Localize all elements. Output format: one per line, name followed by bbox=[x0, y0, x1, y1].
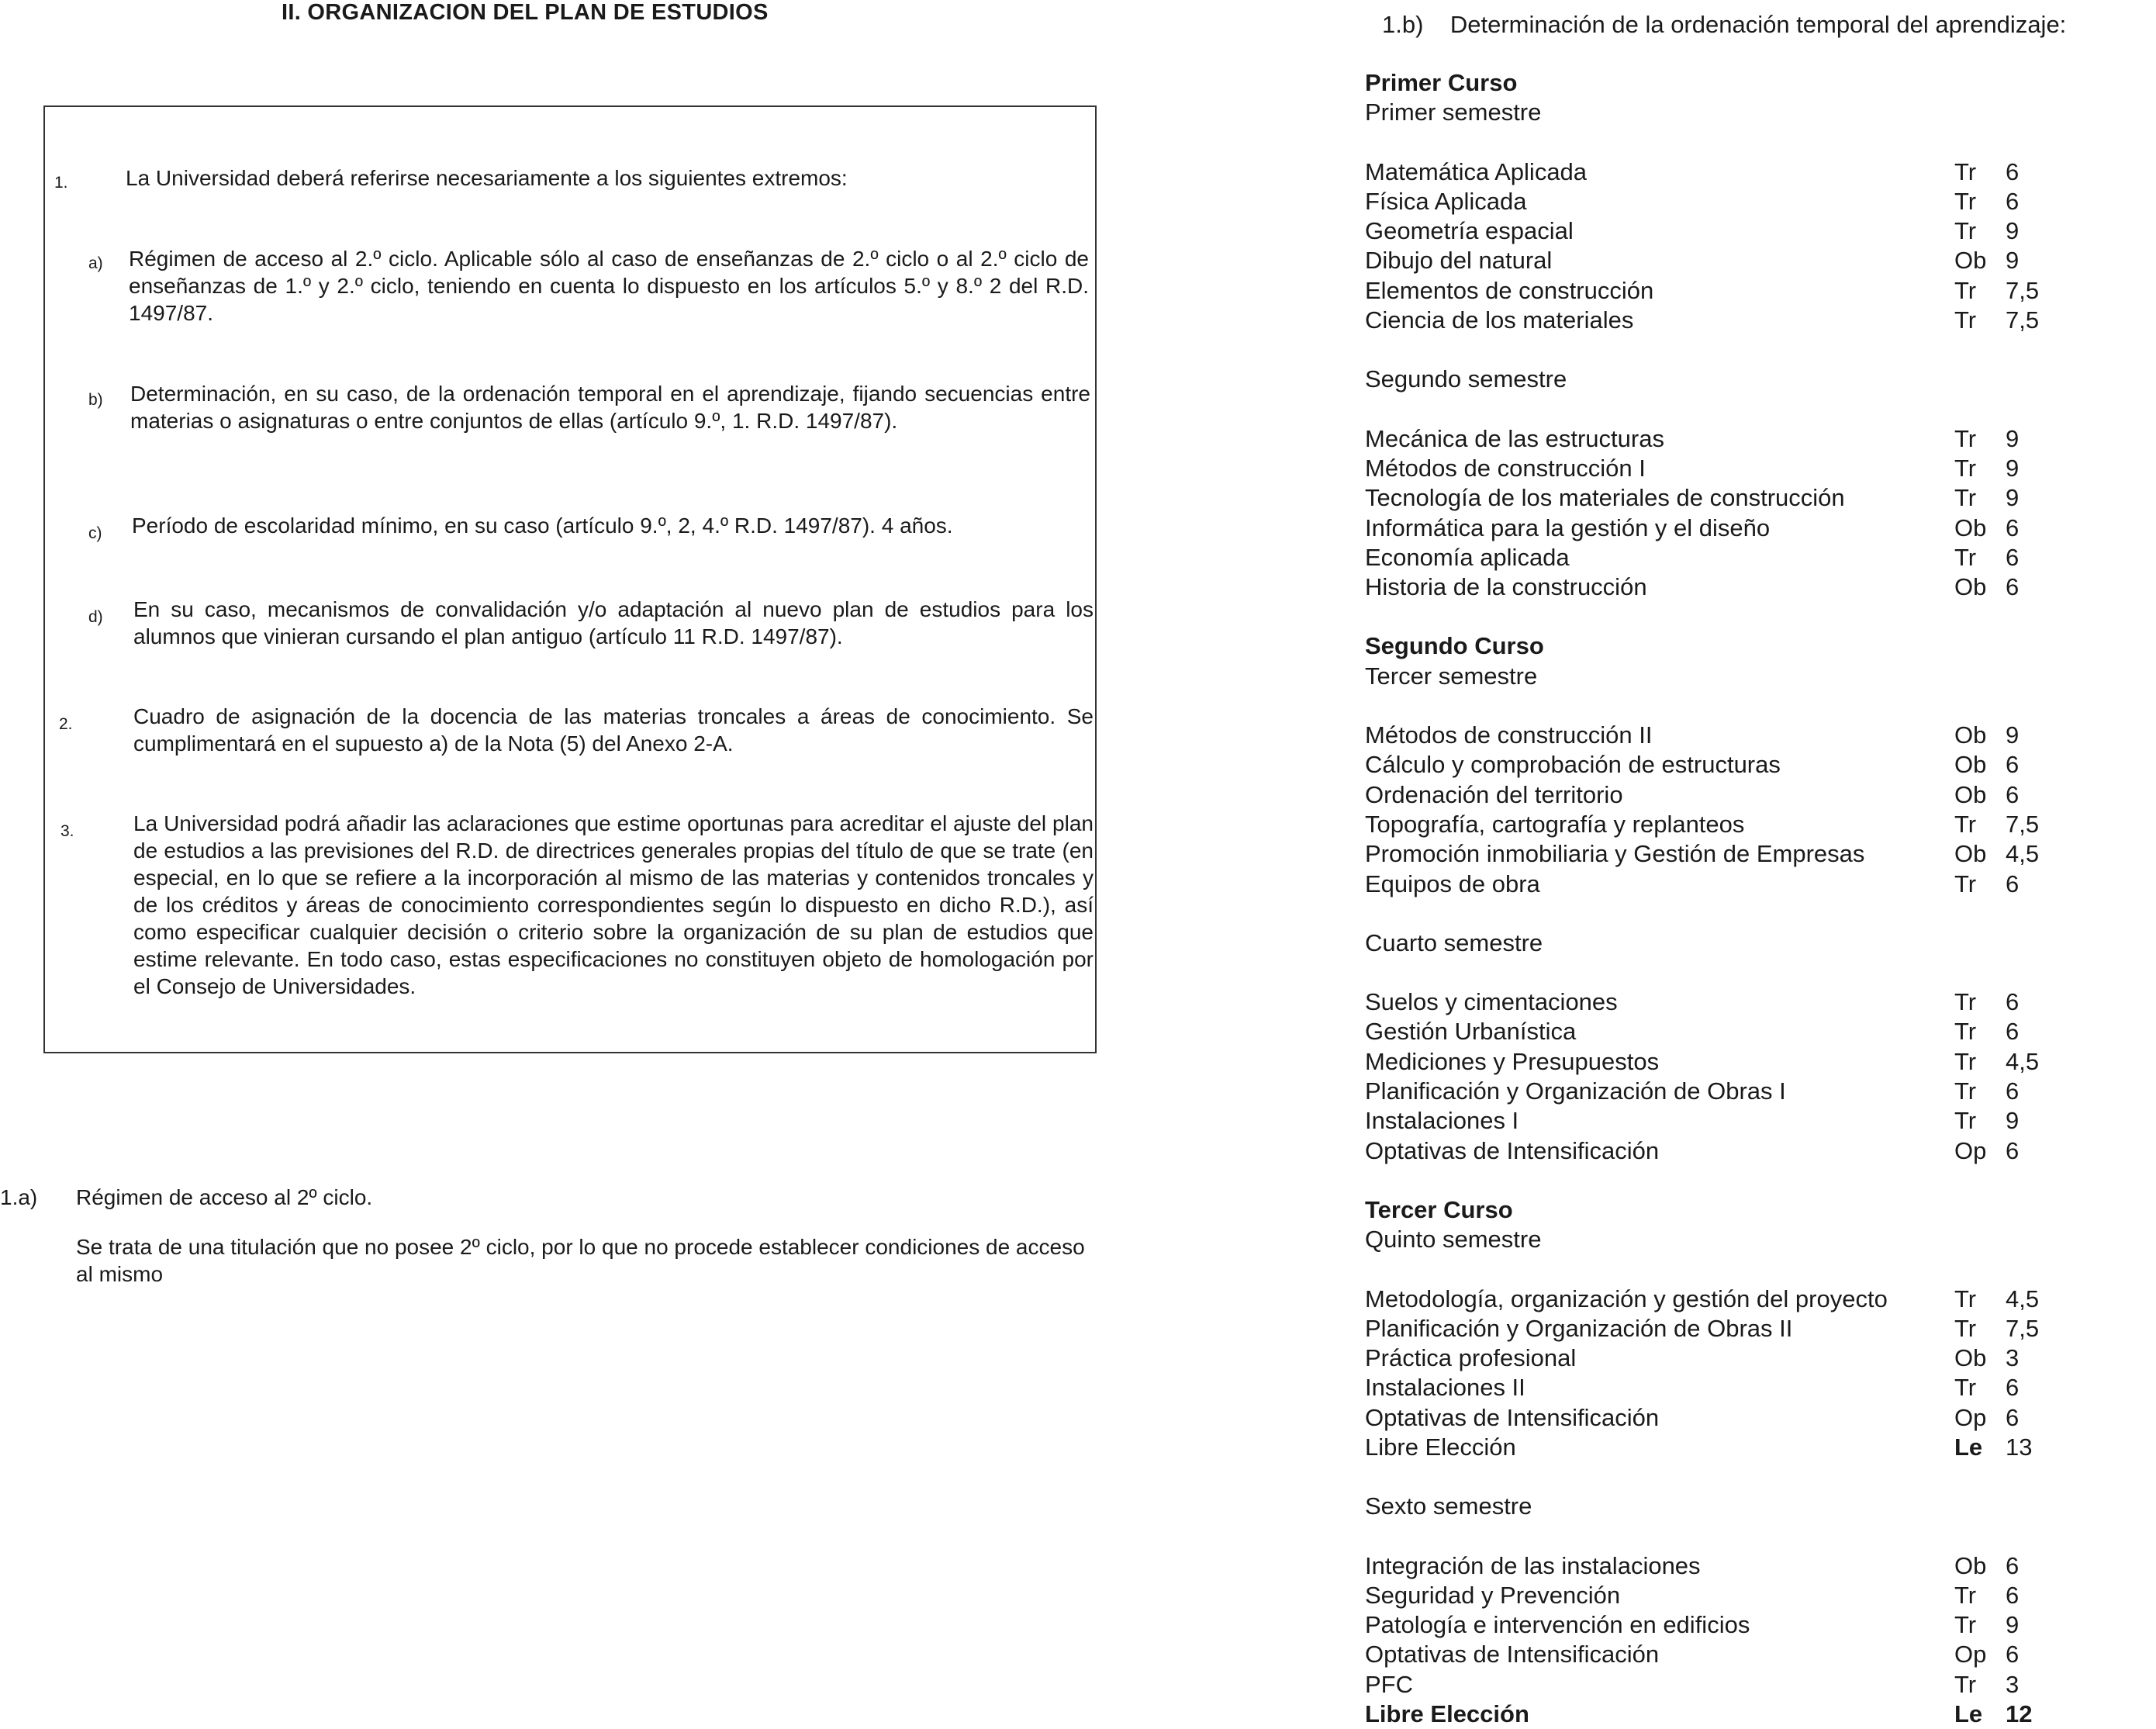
subject-name: Cálculo y comprobación de estructuras bbox=[1365, 751, 1781, 779]
subject-type: Tr bbox=[1954, 217, 1977, 245]
subject-row bbox=[1365, 1581, 2140, 1610]
subject-credits: 9 bbox=[2006, 247, 2020, 275]
subject-credits: 7,5 bbox=[2006, 276, 2040, 304]
subject-row bbox=[1365, 157, 2140, 187]
subject-credits: 6 bbox=[2006, 157, 2020, 185]
course-plan bbox=[1365, 68, 2140, 1729]
subject-row bbox=[1365, 306, 2140, 335]
subject-row bbox=[1365, 1136, 2140, 1166]
semester-heading: Tercer semestre bbox=[1365, 662, 1538, 690]
subject-row bbox=[1365, 1106, 2140, 1136]
subject-type: Tr bbox=[1954, 187, 1977, 215]
subject-type: Le bbox=[1954, 1433, 1983, 1461]
subject-type: Tr bbox=[1954, 1314, 1977, 1342]
course-heading: Primer Curso bbox=[1365, 69, 1518, 96]
subject-row bbox=[1365, 1640, 2140, 1669]
subject-row bbox=[1365, 187, 2140, 216]
subject-row bbox=[1365, 1403, 2140, 1433]
subject-name: Instalaciones I bbox=[1365, 1107, 1519, 1135]
sub-c-label: c) bbox=[88, 524, 102, 542]
subject-type: Tr bbox=[1954, 276, 1977, 304]
subject-type: Op bbox=[1954, 1403, 1987, 1431]
sub-c-text: Período de escolaridad mínimo, en su caso (artículo 9.º, 2, 4.º R.D. 1497/87). 4 años. bbox=[132, 514, 953, 538]
subject-name: Promoción inmobiliaria y Gestión de Empresas bbox=[1365, 840, 1865, 868]
spacer bbox=[1365, 1522, 2140, 1551]
subject-name: Seguridad y Prevención bbox=[1365, 1581, 1621, 1609]
subject-credits: 6 bbox=[2006, 514, 2020, 541]
subject-name: Práctica profesional bbox=[1365, 1344, 1577, 1372]
subject-credits: 6 bbox=[2006, 1077, 2020, 1105]
subject-row bbox=[1365, 454, 2140, 483]
subject-type: Tr bbox=[1954, 870, 1977, 897]
sub-a-label: a) bbox=[88, 254, 103, 272]
subject-name: Mecánica de las estructuras bbox=[1365, 424, 1664, 452]
spacer bbox=[1365, 395, 2140, 424]
subject-credits: 3 bbox=[2006, 1344, 2020, 1372]
subject-type: Op bbox=[1954, 1136, 1987, 1164]
subject-credits: 6 bbox=[2006, 1374, 2020, 1402]
subject-credits: 9 bbox=[2006, 424, 2020, 452]
subject-row bbox=[1365, 721, 2140, 750]
item-2-text: Cuadro de asignación de la docencia de las materias troncales a áreas de conocimiento. Se cumplimentará en el supuesto a) de la Nota (5) del Anexo 2-A. bbox=[133, 704, 1094, 756]
subject-name: Gestión Urbanística bbox=[1365, 1018, 1577, 1046]
subject-credits: 9 bbox=[2006, 454, 2020, 482]
subject-type: Tr bbox=[1954, 1285, 1977, 1312]
subject-name: Metodología, organización y gestión del proyecto bbox=[1365, 1285, 1888, 1312]
subject-type: Ob bbox=[1954, 1551, 1987, 1579]
subject-name: Optativas de Intensificación bbox=[1365, 1403, 1660, 1431]
subject-credits: 6 bbox=[2006, 543, 2020, 571]
course-heading: Segundo Curso bbox=[1365, 632, 1544, 660]
subject-credits: 6 bbox=[2006, 1641, 2020, 1668]
subject-name: Instalaciones II bbox=[1365, 1374, 1525, 1402]
subject-credits: 9 bbox=[2006, 1611, 2020, 1639]
subject-row bbox=[1365, 1610, 2140, 1640]
subject-row bbox=[1365, 1551, 2140, 1581]
subject-credits: 6 bbox=[2006, 1581, 2020, 1609]
subject-credits: 6 bbox=[2006, 573, 2020, 601]
subject-credits: 12 bbox=[2006, 1700, 2033, 1728]
subject-type: Tr bbox=[1954, 1611, 1977, 1639]
subject-type: Ob bbox=[1954, 840, 1987, 868]
subject-name: Métodos de construcción I bbox=[1365, 454, 1646, 482]
subject-type: Tr bbox=[1954, 424, 1977, 452]
subject-row bbox=[1365, 1017, 2140, 1046]
subject-credits: 4,5 bbox=[2006, 840, 2040, 868]
subject-row bbox=[1365, 543, 2140, 572]
subject-row bbox=[1365, 1700, 2140, 1729]
subject-type: Tr bbox=[1954, 306, 1977, 334]
subject-type: Ob bbox=[1954, 573, 1987, 601]
page-title: II. ORGANIZACION DEL PLAN DE ESTUDIOS bbox=[282, 0, 769, 25]
subject-row bbox=[1365, 216, 2140, 246]
spacer bbox=[1365, 899, 2140, 928]
subject-row bbox=[1365, 276, 2140, 306]
subject-row bbox=[1365, 1314, 2140, 1343]
subject-type: Tr bbox=[1954, 988, 1977, 1016]
section-1a-label: 1.a) bbox=[0, 1185, 38, 1209]
subject-name: Física Aplicada bbox=[1365, 187, 1527, 215]
subject-row bbox=[1365, 810, 2140, 839]
subject-credits: 9 bbox=[2006, 1107, 2020, 1135]
subject-name: Mediciones y Presupuestos bbox=[1365, 1047, 1660, 1075]
semester-heading: Sexto semestre bbox=[1365, 1492, 1532, 1520]
subject-name: PFC bbox=[1365, 1670, 1413, 1698]
subject-credits: 7,5 bbox=[2006, 306, 2040, 334]
subject-name: Matemática Aplicada bbox=[1365, 157, 1588, 185]
subject-credits: 9 bbox=[2006, 484, 2020, 512]
item-number-2: 2. bbox=[59, 715, 73, 733]
subject-type: Tr bbox=[1954, 1670, 1977, 1698]
section-1a-text: Se trata de una titulación que no posee 2º ciclo, por lo que no procede establecer condiciones de acceso al mismo bbox=[76, 1235, 1085, 1286]
subject-row bbox=[1365, 1433, 2140, 1462]
subject-credits: 4,5 bbox=[2006, 1285, 2040, 1312]
subject-credits: 6 bbox=[2006, 1403, 2020, 1431]
subject-row bbox=[1365, 1285, 2140, 1314]
subject-name: Tecnología de los materiales de construcción bbox=[1365, 484, 1845, 512]
subject-type: Ob bbox=[1954, 1344, 1987, 1372]
section-1b-title: Determinación de la ordenación temporal del aprendizaje: bbox=[1449, 11, 2067, 38]
item-1-text: La Universidad deberá referirse necesariamente a los siguientes extremos: bbox=[126, 166, 848, 190]
spacer bbox=[1365, 1255, 2140, 1285]
sub-d-text: En su caso, mecanismos de convalidación y/o adaptación al nuevo plan de estudios para los alumnos que vinieran cursando el plan antiguo (artículo 11 R.D. 1497/87). bbox=[133, 597, 1094, 648]
subject-type: Tr bbox=[1954, 1077, 1977, 1105]
subject-name: Métodos de construcción II bbox=[1365, 721, 1653, 749]
semester-heading: Quinto semestre bbox=[1365, 1226, 1542, 1254]
subject-type: Tr bbox=[1954, 484, 1977, 512]
subject-row bbox=[1365, 750, 2140, 780]
subject-name: Equipos de obra bbox=[1365, 870, 1540, 897]
subject-name: Dibujo del natural bbox=[1365, 247, 1553, 275]
subject-credits: 9 bbox=[2006, 721, 2020, 749]
subject-row bbox=[1365, 1077, 2140, 1106]
subject-name: Ciencia de los materiales bbox=[1365, 306, 1634, 334]
section-1b-label: 1.b) bbox=[1382, 11, 1424, 38]
subject-name: Libre Elección bbox=[1365, 1433, 1516, 1461]
subject-row bbox=[1365, 424, 2140, 454]
subject-type: Ob bbox=[1954, 780, 1987, 808]
subject-type: Tr bbox=[1954, 1374, 1977, 1402]
instructions-box bbox=[43, 105, 1097, 1053]
subject-credits: 6 bbox=[2006, 187, 2020, 215]
subject-row bbox=[1365, 987, 2140, 1017]
subject-credits: 7,5 bbox=[2006, 1314, 2040, 1342]
subject-name: Informática para la gestión y el diseño bbox=[1365, 514, 1771, 541]
spacer bbox=[1365, 691, 2140, 721]
subject-credits: 6 bbox=[2006, 1018, 2020, 1046]
subject-credits: 6 bbox=[2006, 988, 2020, 1016]
subject-credits: 6 bbox=[2006, 751, 2020, 779]
subject-credits: 6 bbox=[2006, 1551, 2020, 1579]
course-heading: Tercer Curso bbox=[1365, 1195, 1513, 1223]
subject-row bbox=[1365, 514, 2140, 543]
sub-b-label: b) bbox=[88, 391, 103, 409]
subject-credits: 3 bbox=[2006, 1670, 2020, 1698]
subject-credits: 6 bbox=[2006, 780, 2020, 808]
item-number-3: 3. bbox=[60, 822, 74, 840]
spacer bbox=[1365, 1462, 2140, 1492]
subject-row bbox=[1365, 839, 2140, 869]
subject-name: Historia de la construcción bbox=[1365, 573, 1647, 601]
subject-type: Ob bbox=[1954, 751, 1987, 779]
subject-row bbox=[1365, 780, 2140, 810]
subject-type: Tr bbox=[1954, 157, 1977, 185]
subject-name: Suelos y cimentaciones bbox=[1365, 988, 1618, 1016]
subject-type: Ob bbox=[1954, 721, 1987, 749]
sub-b-text: Determinación, en su caso, de la ordenación temporal en el aprendizaje, fijando secuencias entre materias o asignaturas o entre conjuntos de ellas (artículo 9.º, 1. R.D. 1497/87). bbox=[130, 382, 1090, 433]
subject-credits: 6 bbox=[2006, 870, 2020, 897]
subject-row bbox=[1365, 1670, 2140, 1700]
subject-type: Le bbox=[1954, 1700, 1983, 1728]
spacer bbox=[1365, 602, 2140, 631]
subject-name: Elementos de construcción bbox=[1365, 276, 1654, 304]
subject-name: Economía aplicada bbox=[1365, 543, 1570, 571]
subject-type: Tr bbox=[1954, 1018, 1977, 1046]
sub-a-text: Régimen de acceso al 2.º ciclo. Aplicable sólo al caso de enseñanzas de 2.º ciclo o al 2.º ciclo de enseñanzas de 1.º y 2.º ciclo, teniendo en cuenta lo dispuesto en los artículos 5.º y 8.º 2 del R.D. 1497/87. bbox=[129, 247, 1089, 325]
subject-type: Tr bbox=[1954, 454, 1977, 482]
item-3-text: La Universidad podrá añadir las aclaraciones que estime oportunas para acreditar el ajuste del plan de estudios a las previsiones del R.D. de directrices generales propias del título de que se trate (en especial, en lo que se refiere a la incorporación al mismo de las materias y contenidos troncales y de los créditos y áreas de conocimiento correspondientes según lo dispuesto en dicho R.D.), así como especificar cualquier decisión o criterio sobre la organización de su plan de estudios que estime relevante. En todo caso, estas especificaciones no constituyen objeto de homologación por el Consejo de Universidades. bbox=[133, 811, 1094, 998]
semester-heading: Segundo semestre bbox=[1365, 365, 1567, 393]
section-1a-heading: Régimen de acceso al 2º ciclo. bbox=[76, 1185, 373, 1209]
spacer bbox=[1365, 958, 2140, 987]
subject-row bbox=[1365, 572, 2140, 602]
semester-heading: Primer semestre bbox=[1365, 99, 1542, 126]
subject-name: Ordenación del territorio bbox=[1365, 780, 1623, 808]
subject-row bbox=[1365, 870, 2140, 899]
spacer bbox=[1365, 128, 2140, 157]
subject-name: Optativas de Intensificación bbox=[1365, 1136, 1660, 1164]
subject-type: Op bbox=[1954, 1641, 1987, 1668]
spacer bbox=[1365, 1166, 2140, 1195]
subject-type: Tr bbox=[1954, 543, 1977, 571]
subject-name: Topografía, cartografía y replanteos bbox=[1365, 810, 1745, 838]
subject-name: Optativas de Intensificación bbox=[1365, 1641, 1660, 1668]
item-number-1: 1. bbox=[54, 174, 68, 192]
subject-type: Tr bbox=[1954, 1047, 1977, 1075]
subject-type: Tr bbox=[1954, 810, 1977, 838]
subject-row bbox=[1365, 1373, 2140, 1402]
subject-name: Patología e intervención en edificios bbox=[1365, 1611, 1750, 1639]
subject-type: Ob bbox=[1954, 247, 1987, 275]
subject-name: Planificación y Organización de Obras I bbox=[1365, 1077, 1786, 1105]
subject-type: Ob bbox=[1954, 514, 1987, 541]
sub-d-label: d) bbox=[88, 608, 103, 626]
subject-type: Tr bbox=[1954, 1581, 1977, 1609]
subject-credits: 6 bbox=[2006, 1136, 2020, 1164]
subject-credits: 4,5 bbox=[2006, 1047, 2040, 1075]
subject-credits: 7,5 bbox=[2006, 810, 2040, 838]
subject-name: Geometría espacial bbox=[1365, 217, 1574, 245]
subject-row bbox=[1365, 1047, 2140, 1077]
subject-name: Integración de las instalaciones bbox=[1365, 1551, 1701, 1579]
subject-row bbox=[1365, 483, 2140, 513]
subject-row bbox=[1365, 246, 2140, 275]
subject-credits: 9 bbox=[2006, 217, 2020, 245]
subject-row bbox=[1365, 1343, 2140, 1373]
section-1b-heading bbox=[1382, 11, 2066, 39]
subject-name: Libre Elección bbox=[1365, 1700, 1529, 1728]
subject-credits: 13 bbox=[2006, 1433, 2033, 1461]
subject-type: Tr bbox=[1954, 1107, 1977, 1135]
spacer bbox=[1365, 335, 2140, 365]
subject-name: Planificación y Organización de Obras II bbox=[1365, 1314, 1793, 1342]
semester-heading: Cuarto semestre bbox=[1365, 928, 1543, 956]
